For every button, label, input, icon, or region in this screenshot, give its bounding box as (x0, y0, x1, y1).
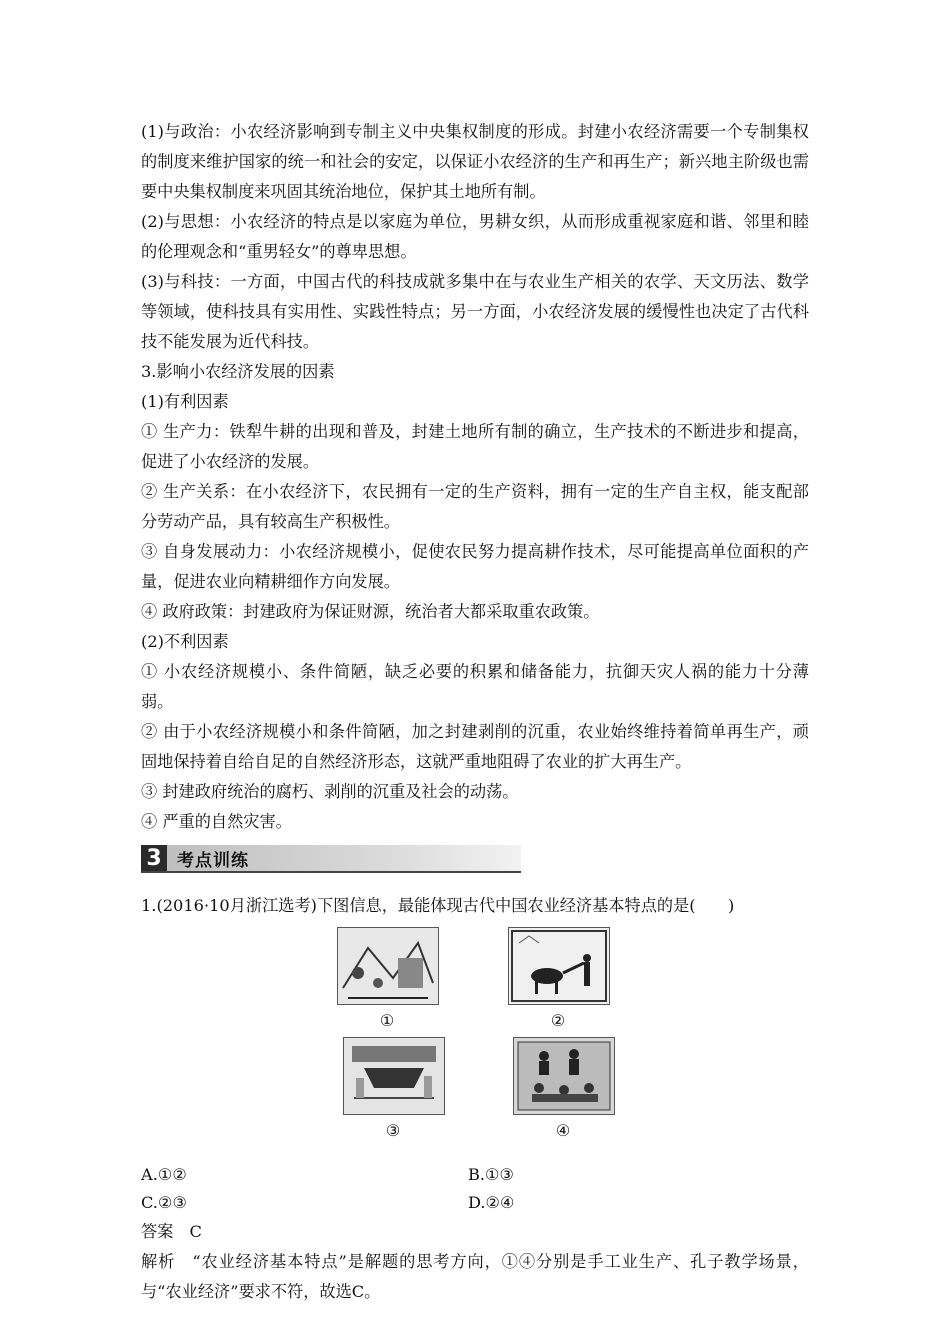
section-header (141, 845, 521, 873)
question-figures (141, 927, 809, 1159)
figure-2-label: ② (550, 1011, 566, 1030)
paragraph-technology: (3)与科技：一方面，中国古代的科技成就多集中在与农业生产相关的农学、天文历法、数学等领域，使科技具有实用性、实践性特点；另一方面，小农经济发展的缓慢性也决定了古代科技不能发展为近代科技。 (141, 272, 809, 351)
list-item: ④ 严重的自然灾害。 (141, 812, 292, 831)
question-stem: 1.(2016·10月浙江选考)下图信息，最能体现古代中国农业经济基本特点的是( ) (141, 896, 735, 915)
option-d[interactable]: D.②④ (468, 1193, 515, 1212)
paragraph-thought: (2)与思想：小农经济的特点是以家庭为单位，男耕女织，从而形成重视家庭和谐、邻里和睦的伦理观念和“重男轻女”的尊卑思想。 (141, 212, 809, 261)
section-number: 3 (141, 845, 167, 871)
section-title: 考点训练 (167, 845, 521, 871)
figure-1 (337, 927, 437, 1030)
option-b[interactable]: B.①③ (468, 1165, 515, 1184)
option-c[interactable]: C.②③ (141, 1193, 187, 1212)
figure-3-label: ③ (385, 1121, 401, 1140)
answer-line: 答案 C (141, 1222, 202, 1241)
figure-2 (508, 927, 608, 1030)
list-item: ③ 自身发展动力：小农经济规模小，促使农民努力提高耕作技术，尽可能提高单位面积的产量，促进农业向精耕细作方向发展。 (141, 542, 809, 591)
option-a[interactable]: A.①② (141, 1165, 187, 1184)
figure-4 (513, 1037, 613, 1140)
list-item: ② 由于小农经济规模小和条件简陋，加之封建剥削的沉重，农业始终维持着简单再生产，顽固地保持着自给自足的自然经济形态，这就严重地阻碍了农业的扩大再生产。 (141, 722, 809, 771)
list-item: ① 小农经济规模小、条件简陋，缺乏必要的积累和储备能力，抗御天灾人祸的能力十分薄弱。 (141, 662, 809, 711)
figure-1-label: ① (379, 1011, 395, 1030)
analysis-paragraph: 解析 “农业经济基本特点”是解题的思考方向，①④分别是手工业生产、孔子教学场景，与“农业经济”要求不符，故选C。 (141, 1252, 809, 1301)
figure-3 (343, 1037, 443, 1140)
list-item: ② 生产关系：在小农经济下，农民拥有一定的生产资料，拥有一定的生产自主权，能支配部分劳动产品，具有较高生产积极性。 (141, 482, 809, 531)
subheading-unfavorable: (2)不利因素 (141, 632, 229, 651)
document-page (141, 117, 809, 1307)
figure-2-image (508, 927, 610, 1005)
figure-4-image (513, 1037, 615, 1115)
answer-options (141, 1161, 809, 1217)
list-item: ① 生产力：铁犁牛耕的出现和普及，封建土地所有制的确立，生产技术的不断进步和提高，促进了小农经济的发展。 (141, 422, 809, 471)
figure-4-label: ④ (555, 1121, 571, 1140)
figure-1-image (337, 927, 439, 1005)
subheading-favorable: (1)有利因素 (141, 392, 229, 411)
figure-3-image (343, 1037, 445, 1115)
list-item: ④ 政府政策：封建政府为保证财源，统治者大都采取重农政策。 (141, 602, 600, 621)
list-item: ③ 封建政府统治的腐朽、剥削的沉重及社会的动荡。 (141, 782, 519, 801)
paragraph-politics: (1)与政治：小农经济影响到专制主义中央集权制度的形成。封建小农经济需要一个专制集权的制度来维护国家的统一和社会的安定，以保证小农经济的生产和再生产；新兴地主阶级也需要中央集权制度来巩固其统治地位，保护其土地所有制。 (141, 122, 809, 201)
heading-factors: 3.影响小农经济发展的因素 (141, 362, 335, 381)
